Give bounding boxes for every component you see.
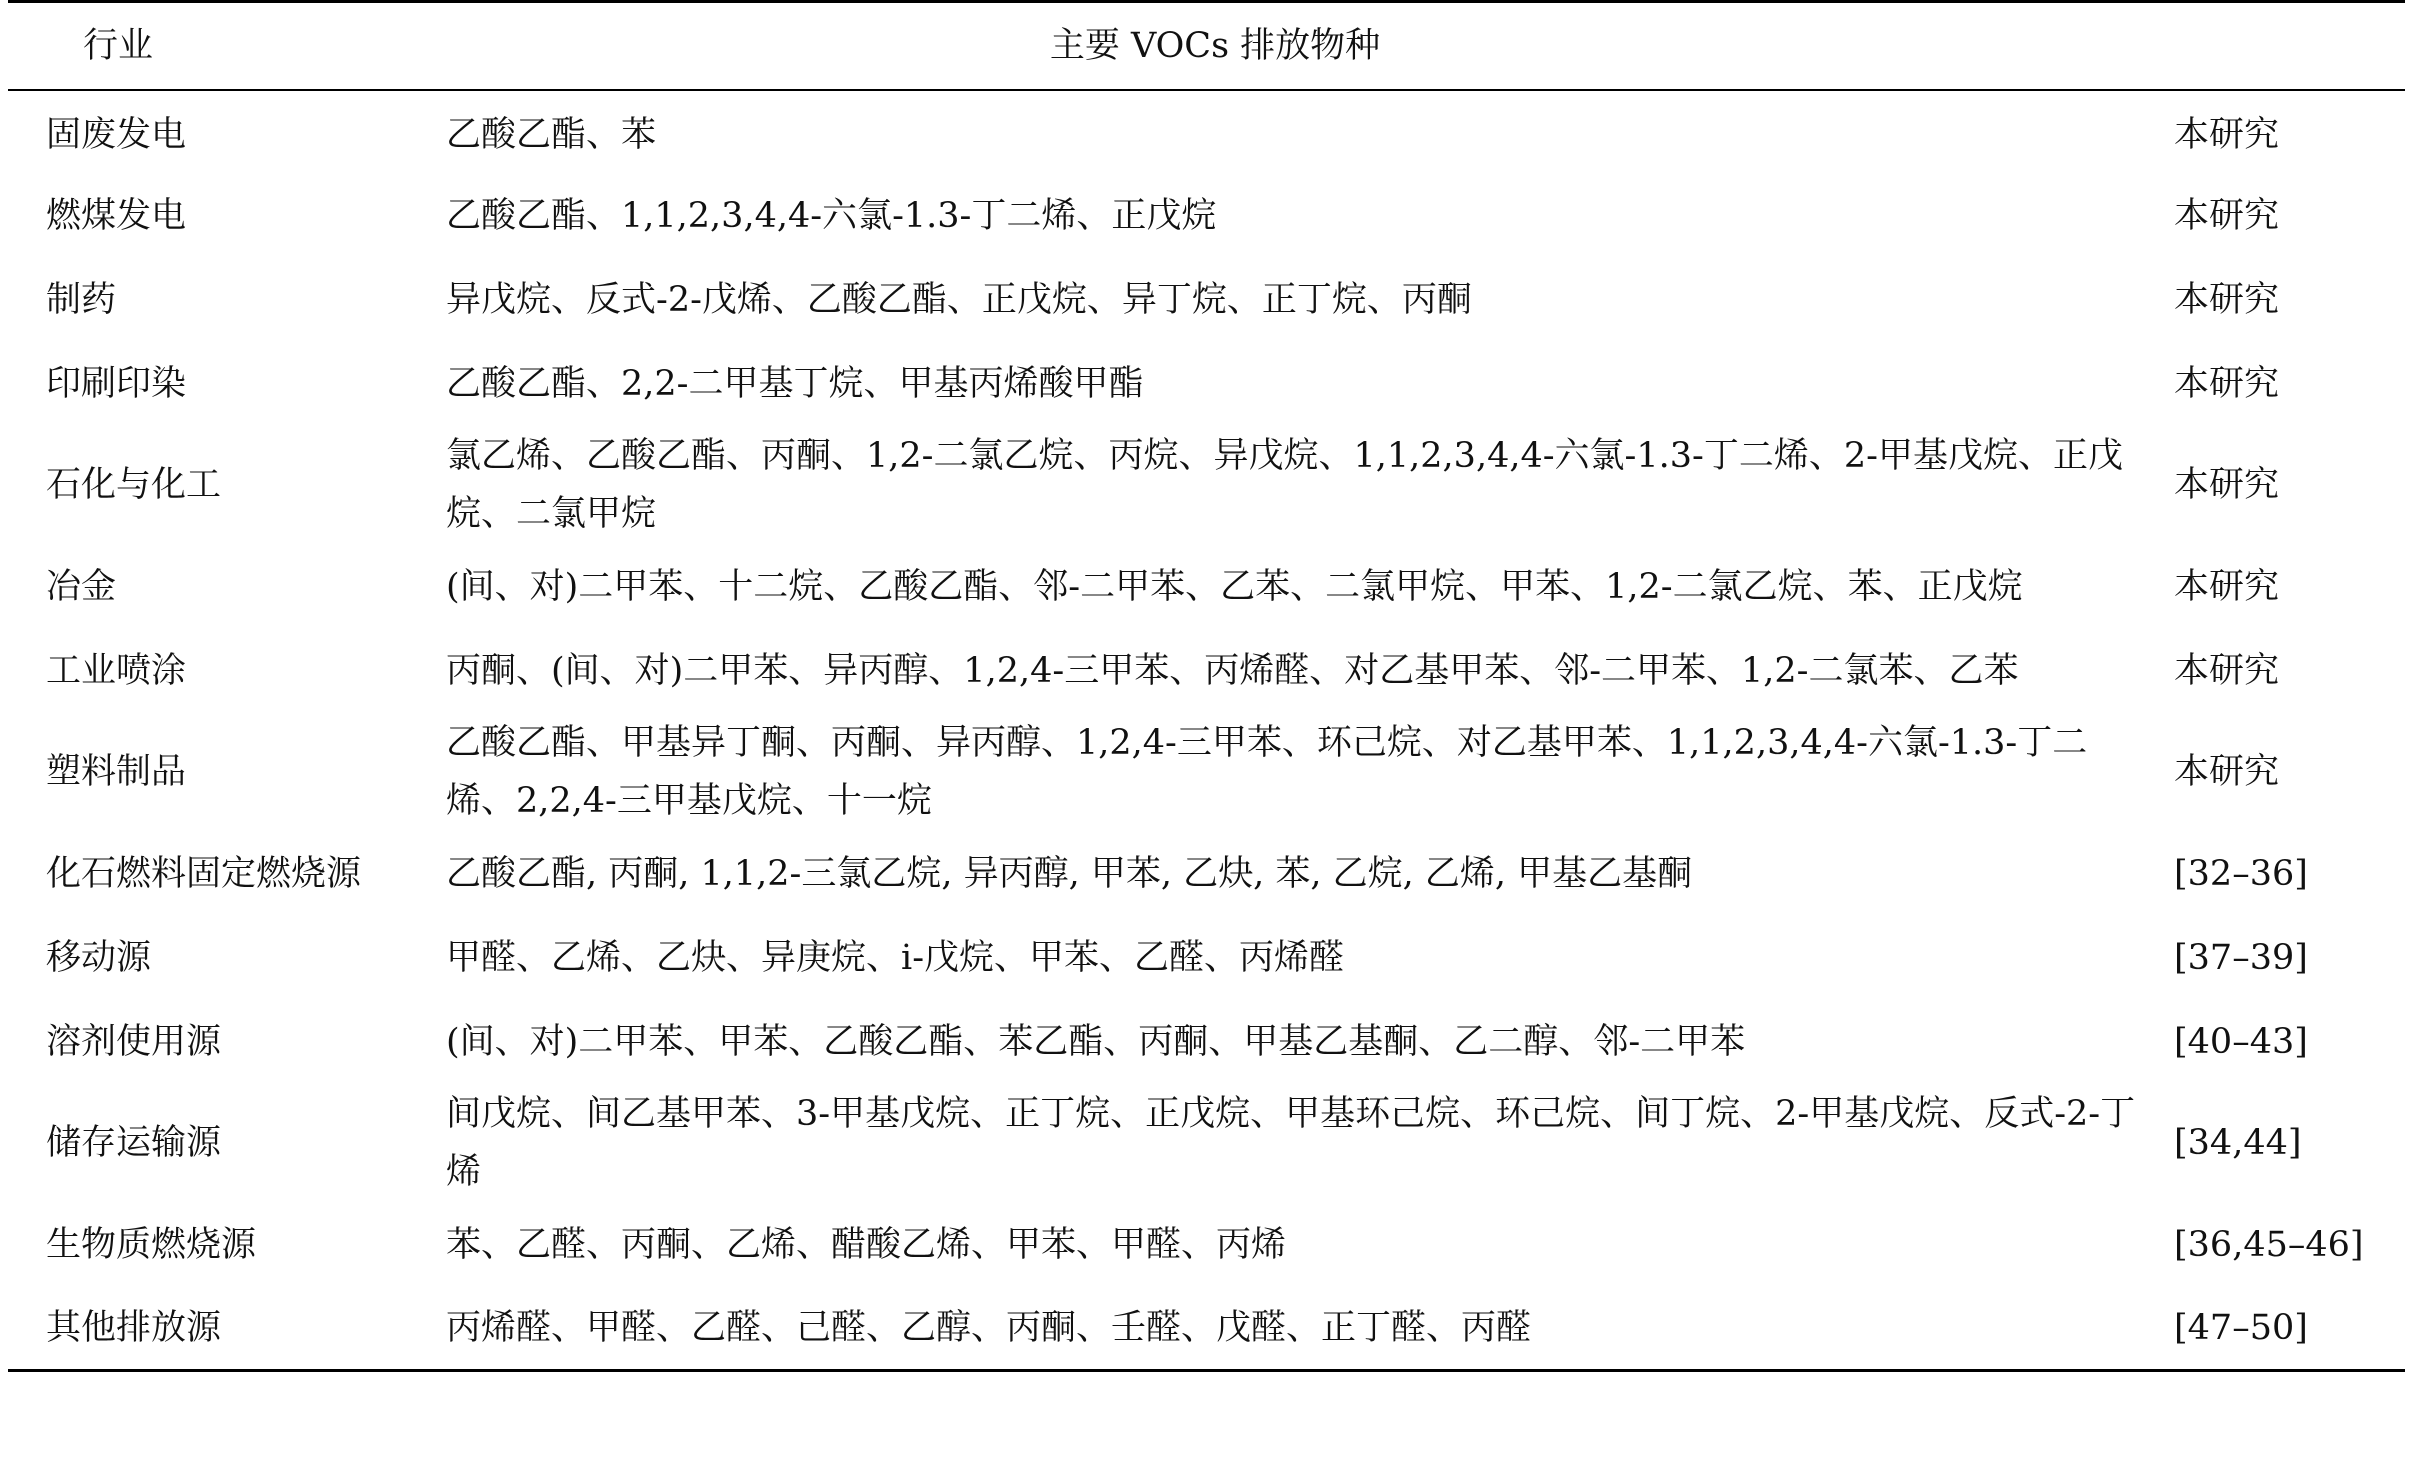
- species-cell: (间、对)二甲苯、十二烷、乙酸乙酯、邻-二甲苯、乙苯、二氯甲烷、甲苯、1,2-二氯乙烷、苯、正戊烷: [446, 566, 2023, 607]
- table-row: [8, 258, 2405, 342]
- industry-cell: 工业喷涂: [46, 650, 187, 691]
- table-row: [8, 1000, 2405, 1084]
- species-cell: 甲醛、乙烯、乙炔、异庚烷、i-戊烷、甲苯、乙醛、丙烯醛: [446, 937, 1345, 978]
- source-cell: [47–50]: [2172, 1287, 2405, 1371]
- industry-cell: 储存运输源: [46, 1123, 222, 1163]
- industry-cell: 印刷印染: [46, 363, 187, 404]
- species-cell: 苯、乙醛、丙酮、乙烯、醋酸乙烯、甲苯、甲醛、丙烯: [446, 1224, 1287, 1265]
- industry-cell: 冶金: [46, 566, 117, 607]
- header-source: [2172, 2, 2405, 90]
- table-row: [8, 174, 2405, 258]
- source-cell: 本研究: [2174, 363, 2280, 404]
- table-row: [8, 832, 2405, 916]
- header-row: [8, 2, 2405, 90]
- table-row: [8, 1287, 2405, 1371]
- species-cell: 乙酸乙酯, 丙酮, 1,1,2-三氯乙烷, 异丙醇, 甲苯, 乙炔, 苯, 乙烷, 乙烯, 甲基乙基酮: [446, 853, 1693, 894]
- table-row: [8, 713, 2405, 832]
- species-cell: 乙酸乙酯、2,2-二甲基丁烷、甲基丙烯酸甲酯: [446, 363, 1144, 404]
- table-row: [8, 1203, 2405, 1287]
- table-row: [8, 426, 2405, 545]
- source-cell: [37–39]: [2174, 937, 2308, 978]
- source-cell: [36,45–46]: [2174, 1224, 2364, 1265]
- table-row: [8, 545, 2405, 629]
- table-row: [8, 629, 2405, 713]
- source-cell: 本研究: [2174, 650, 2280, 691]
- source-cell: 本研究: [2174, 752, 2280, 792]
- industry-cell: 化石燃料固定燃烧源: [46, 853, 362, 894]
- industry-cell: 燃煤发电: [46, 195, 187, 236]
- table-body: [8, 90, 2405, 1371]
- industry-cell: 石化与化工: [46, 465, 222, 505]
- species-cell: 乙酸乙酯、苯: [446, 115, 657, 155]
- table-row: [8, 1084, 2405, 1203]
- species-cell: 氯乙烯、乙酸乙酯、丙酮、1,2-二氯乙烷、丙烷、异戊烷、1,1,2,3,4,4-六氯-1.3-丁二烯、2-甲基戊烷、正戊烷、二氯甲烷: [446, 436, 2123, 534]
- source-cell: 本研究: [2174, 115, 2280, 155]
- industry-cell: 生物质燃烧源: [46, 1224, 257, 1265]
- industry-cell: 其他排放源: [8, 1287, 438, 1371]
- table-row: [8, 342, 2405, 426]
- species-cell: 间戊烷、间乙基甲苯、3-甲基戊烷、正丁烷、正戊烷、甲基环己烷、环己烷、间丁烷、2-甲基戊烷、反式-2-丁烯: [446, 1094, 2136, 1192]
- source-cell: 本研究: [2174, 279, 2280, 320]
- species-cell: 乙酸乙酯、1,1,2,3,4,4-六氯-1.3-丁二烯、正戊烷: [446, 195, 1217, 236]
- species-cell: 异戊烷、反式-2-戊烯、乙酸乙酯、正戊烷、异丁烷、正丁烷、丙酮: [446, 279, 1472, 320]
- header-industry: 行业: [8, 2, 438, 90]
- header-species: 主要 VOCs 排放物种: [438, 2, 2172, 90]
- industry-cell: 溶剂使用源: [46, 1021, 222, 1062]
- industry-cell: 塑料制品: [46, 752, 187, 792]
- source-cell: 本研究: [2174, 465, 2280, 505]
- source-cell: 本研究: [2174, 195, 2280, 236]
- industry-cell: 移动源: [46, 937, 152, 978]
- voc-species-table: [8, 0, 2405, 1372]
- source-cell: 本研究: [2174, 566, 2280, 607]
- industry-cell: 制药: [46, 279, 117, 320]
- source-cell: [34,44]: [2174, 1123, 2302, 1163]
- table-row: [8, 916, 2405, 1000]
- industry-cell: 固废发电: [46, 115, 187, 155]
- species-cell: (间、对)二甲苯、甲苯、乙酸乙酯、苯乙酯、丙酮、甲基乙基酮、乙二醇、邻-二甲苯: [446, 1021, 1746, 1062]
- source-cell: [32–36]: [2174, 853, 2308, 894]
- source-cell: [40–43]: [2174, 1021, 2308, 1062]
- species-cell: 乙酸乙酯、甲基异丁酮、丙酮、异丙醇、1,2,4-三甲苯、环己烷、对乙基甲苯、1,1,2,3,4,4-六氯-1.3-丁二烯、2,2,4-三甲基戊烷、十一烷: [446, 723, 2088, 821]
- species-cell: 丙酮、(间、对)二甲苯、异丙醇、1,2,4-三甲苯、丙烯醛、对乙基甲苯、邻-二甲苯、1,2-二氯苯、乙苯: [446, 650, 2019, 691]
- table-row: [8, 90, 2405, 174]
- table-header: [8, 2, 2405, 90]
- species-cell: 丙烯醛、甲醛、乙醛、己醛、乙醇、丙酮、壬醛、戊醛、正丁醛、丙醛: [438, 1287, 2172, 1371]
